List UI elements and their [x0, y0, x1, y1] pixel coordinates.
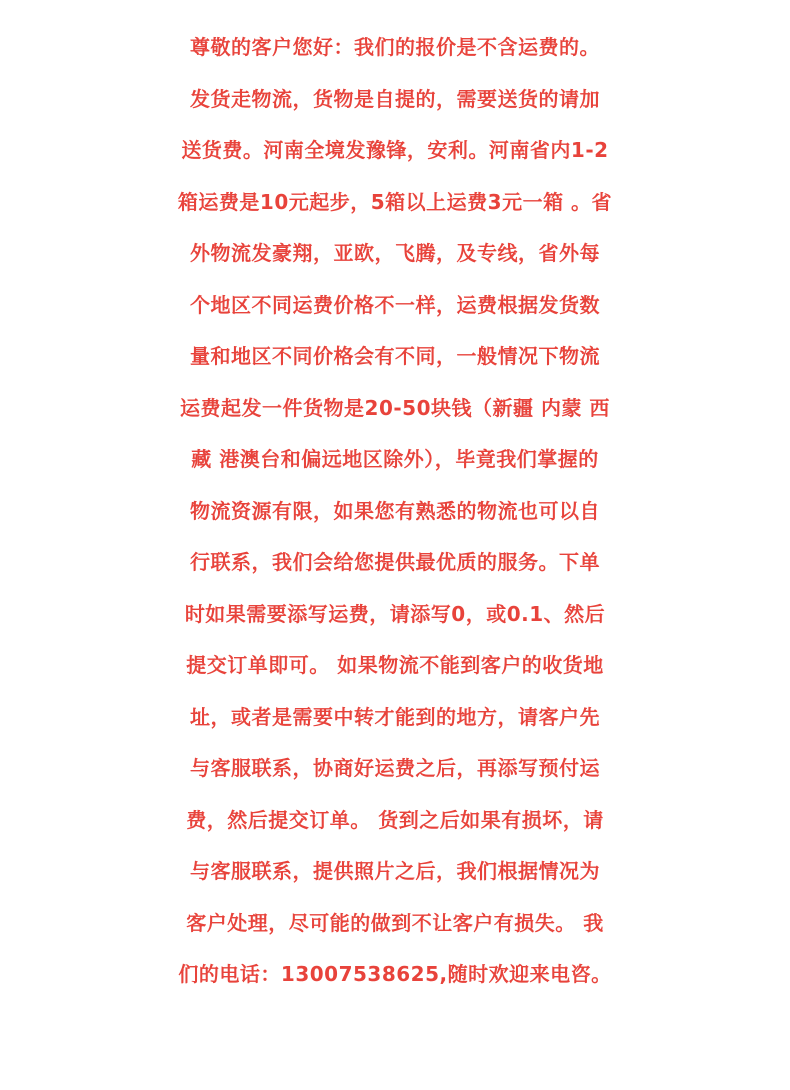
shipping-notice	[0, 22, 790, 1001]
notice-line: 量和地区不同价格会有不同，一般情况下物流	[190, 344, 600, 368]
notice-line: 客户处理，尽可能的做到不让客户有损失。 我	[186, 910, 604, 935]
notice-line: 与客服联系，协商好运费之后，再添写预付运	[190, 756, 600, 780]
notice-line: 运费起发一件货物是20-50块钱（新疆 内蒙 西	[180, 395, 610, 420]
notice-line: 物流资源有限，如果您有熟悉的物流也可以自	[190, 498, 600, 523]
notice-line: 费，然后提交订单。 货到之后如果有损坏，请	[186, 807, 604, 832]
notice-line: 送货费。河南全境发豫锋，安利。河南省内1-2	[181, 138, 609, 162]
notice-line: 藏 港澳台和偏远地区除外），毕竟我们掌握的	[191, 447, 599, 471]
notice-line: 外物流发豪翔，亚欧，飞腾，及专线，省外每	[190, 241, 600, 265]
notice-line: 箱运费是10元起步，5箱以上运费3元一箱 。省	[177, 189, 613, 214]
notice-line: 个地区不同运费价格不一样，运费根据发货数	[190, 292, 600, 317]
notice-line: 发货走物流，货物是自提的，需要送货的请加	[190, 86, 600, 111]
notice-line: 址，或者是需要中转才能到的地方，请客户先	[190, 704, 600, 729]
notice-line: 时如果需要添写运费，请添写0，或0.1、然后	[184, 601, 606, 626]
notice-line: 提交订单即可。 如果物流不能到客户的收货地	[186, 653, 604, 677]
notice-line: 们的电话：13007538625,随时欢迎来电咨。	[178, 962, 612, 986]
notice-line: 与客服联系，提供照片之后，我们根据情况为	[190, 859, 600, 883]
notice-line: 行联系，我们会给您提供最优质的服务。下单	[190, 550, 600, 574]
notice-line: 尊敬的客户您好：我们的报价是不含运费的。	[190, 35, 600, 59]
